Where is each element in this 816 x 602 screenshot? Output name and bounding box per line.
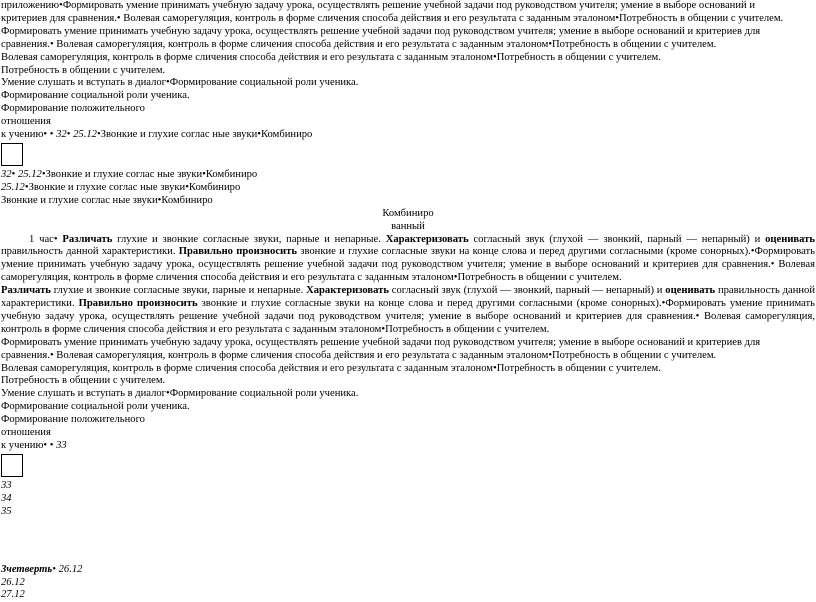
text-line: Формирование социальной роли ученика.: [1, 401, 190, 413]
text: согласный звук (глухой — звонкий, парный — непарный) и: [468, 233, 766, 245]
text: приложению: [1, 0, 60, 11]
text: согласный звук (глухой — звонкий, парный — непарный) и: [388, 285, 666, 297]
bullet-icon: •: [24, 181, 29, 193]
text-line: [1, 0, 815, 13]
keyword: Правильно произносить: [78, 298, 198, 310]
text: глухие и звонкие согласные звуки, парные и непарные.: [112, 233, 386, 245]
bullet-icon: •: [53, 233, 58, 245]
text-line: [1, 26, 815, 39]
lesson-number: 33: [1, 479, 12, 491]
text: Потребность в общении с учителем.: [496, 362, 661, 374]
quarter-label: 3четверть: [1, 563, 53, 575]
text: Волевая саморегуляция, контроль в форме сличения способа действия и его результата с заданным эталоном: [1, 310, 815, 335]
keyword: Характеризовать: [306, 285, 389, 297]
bullet-icon: •: [493, 362, 497, 374]
lesson-number: 32: [1, 168, 12, 180]
text: Волевая саморегуляция, контроль в форме сличения способа действия и его результата с заданным эталоном: [1, 51, 494, 63]
text: Звонкие и глухие соглас ные звуки: [28, 181, 186, 193]
bullet-icon: •: [695, 310, 700, 322]
bullet-icon: •: [49, 129, 54, 141]
bullet-icon: •: [49, 38, 54, 50]
lesson-date: 25.12: [73, 129, 97, 141]
lesson-number: 35: [1, 505, 12, 517]
text-line: [1, 129, 815, 142]
lesson-type-line: ванный: [391, 220, 425, 232]
text-line: [1, 440, 815, 453]
bullet-icon: •: [43, 129, 48, 141]
keyword: Различать: [62, 233, 113, 245]
text: Волевая саморегуляция, контроль в форме сличения способа действия и его результата с заданным эталоном: [1, 362, 494, 374]
text: Волевая саморегуляция, контроль в форме сличения способа действия и его результата с заданным эталоном: [120, 12, 616, 24]
text: Комбиниро: [188, 181, 241, 193]
text-line: [1, 169, 815, 182]
text: Волевая саморегуляция, контроль в форме сличения способа действия и его результата с заданным эталоном: [53, 349, 549, 361]
bullet-icon: •: [750, 246, 755, 258]
text-line: [1, 350, 815, 363]
text-line: Формирование социальной роли ученика.: [1, 90, 190, 102]
lesson-date: 27.12: [1, 589, 25, 601]
bullet-icon: •: [66, 129, 71, 141]
text: звонкие и глухие согласные звуки на конце слова и перед другими согласными (кроме сонорных).: [296, 246, 751, 258]
text: Формировать умение принимать учебную задачу урока, осуществлять решение учебной задачи под руководством учителя; умение в выборе оснований и критериев для сравнения.: [1, 298, 816, 322]
text: Умение слушать и вступать в диалог: [1, 388, 167, 400]
empty-cell-box: [1, 143, 23, 166]
lesson-number: 32: [56, 129, 67, 141]
keyword: Правильно произносить: [178, 246, 297, 258]
text: Потребность в общении с учителем.: [552, 38, 717, 50]
text-line: [1, 195, 815, 208]
keyword: оценивать: [765, 233, 815, 245]
hours: 1 час: [29, 233, 54, 245]
text: Комбиниро: [261, 129, 313, 141]
text: правильность данной характеристики.: [1, 285, 816, 310]
bullet-icon: •: [661, 298, 666, 310]
lesson-number: 34: [1, 492, 12, 504]
text: Звонкие и глухие соглас ные звуки: [100, 129, 258, 141]
text-line: [1, 13, 815, 26]
bullet-icon: •: [157, 194, 162, 206]
text-line: [1, 388, 815, 401]
text: правильность данной характеристики.: [1, 246, 179, 258]
text-line: Формирование положительного: [1, 414, 145, 426]
text: Комбиниро: [161, 194, 213, 206]
lesson-number: 33: [56, 440, 67, 451]
text-line: Формирование положительного: [1, 103, 145, 115]
bullet-icon: •: [453, 272, 458, 284]
text: Формировать умение принимать учебную задачу урока, осуществлять решение учебной задачи под руководством учителя; умение в выборе оснований и критериев для: [1, 25, 761, 37]
bullet-icon: •: [52, 563, 56, 575]
bullet-icon: •: [49, 349, 54, 361]
bullet-icon: •: [11, 168, 16, 180]
text: глухие и звонкие согласные звуки, парные и непарные.: [50, 285, 307, 297]
bullet-icon: •: [202, 168, 206, 180]
bullet-icon: •: [493, 51, 497, 63]
lesson-date: 25.12: [17, 168, 42, 180]
bullet-icon: •: [257, 129, 261, 141]
text: Потребность в общении с учителем.: [496, 51, 661, 63]
bullet-icon: •: [615, 12, 619, 24]
text: сравнения.: [1, 349, 50, 361]
text: Звонкие и глухие соглас ные звуки: [45, 168, 203, 180]
text-line: отношения: [1, 427, 51, 439]
bullet-icon: •: [96, 129, 101, 141]
text: Формирование социальной роли ученика.: [169, 388, 359, 400]
text-line: [1, 52, 815, 65]
text: Потребность в общении с учителем.: [457, 272, 622, 284]
document-page: [1, 0, 815, 602]
bullet-icon: •: [381, 323, 386, 335]
text: Звонкие и глухие соглас ные звуки: [1, 194, 158, 206]
text: критериев для сравнения.: [1, 12, 117, 24]
text: Волевая саморегуляция, контроль в форме сличения способа действия и его результата с заданным эталоном: [1, 259, 815, 284]
bullet-icon: •: [770, 259, 775, 271]
text: Волевая саморегуляция, контроль в форме сличения способа действия и его результата с заданным эталоном: [53, 38, 549, 50]
lesson-paragraph: [1, 285, 815, 337]
bullet-icon: •: [166, 77, 170, 89]
text: к учению: [1, 440, 44, 451]
text: Формирование социальной роли ученика.: [169, 77, 359, 89]
lesson-date: 26.12: [58, 563, 83, 575]
text: Формировать умение принимать учебную задачу урока, осуществлять решение учебной задачи под руководством учителя; умение в выборе оснований и: [62, 0, 756, 11]
spacer: [1, 519, 815, 564]
keyword: Различать: [1, 285, 51, 297]
lesson-type-line: Комбиниро: [382, 207, 434, 219]
bullet-icon: •: [41, 168, 46, 180]
text-line: отношения: [1, 116, 51, 128]
text-line: [1, 77, 815, 90]
text: к учению: [1, 129, 44, 141]
keyword: оценивать: [665, 285, 716, 297]
text: Потребность в общении с учителем.: [385, 323, 550, 335]
keyword: Характеризовать: [385, 233, 469, 245]
bullet-icon: •: [43, 440, 48, 451]
text-line: [1, 39, 815, 52]
text: Формировать умение принимать учебную задачу урока, осуществлять решение учебной задачи под руководством учителя; умение в выборе оснований и критериев для сравнения.: [1, 246, 815, 271]
bullet-icon: •: [548, 349, 553, 361]
bullet-icon: •: [59, 0, 63, 11]
text-line: Потребность в общении с учителем.: [1, 64, 166, 76]
empty-cell-box: [1, 454, 23, 477]
text: Умение слушать и вступать в диалог: [1, 77, 167, 89]
lesson-date: 25.12: [1, 181, 25, 193]
text-line: Потребность в общении с учителем.: [1, 375, 166, 387]
text: Потребность в общении с учителем.: [619, 12, 784, 24]
bullet-icon: •: [116, 12, 121, 24]
bullet-icon: •: [548, 38, 553, 50]
lesson-paragraph: [1, 234, 815, 286]
text: Комбиниро: [205, 168, 258, 180]
bullet-icon: •: [166, 388, 170, 400]
text: сравнения.: [1, 38, 50, 50]
lesson-date: 26.12: [1, 576, 25, 588]
text-line: [1, 182, 815, 195]
text: звонкие и глухие согласные звуки на конце слова и перед другими согласными (кроме сонорных).: [197, 298, 662, 310]
text-line: Формировать умение принимать учебную задачу урока, осуществлять решение учебной задачи под руководством учителя; умение в выборе оснований и критериев для: [1, 336, 761, 348]
text: Потребность в общении с учителем.: [552, 349, 717, 361]
bullet-icon: •: [49, 440, 54, 451]
bullet-icon: •: [185, 181, 189, 193]
text-line: [1, 363, 815, 376]
